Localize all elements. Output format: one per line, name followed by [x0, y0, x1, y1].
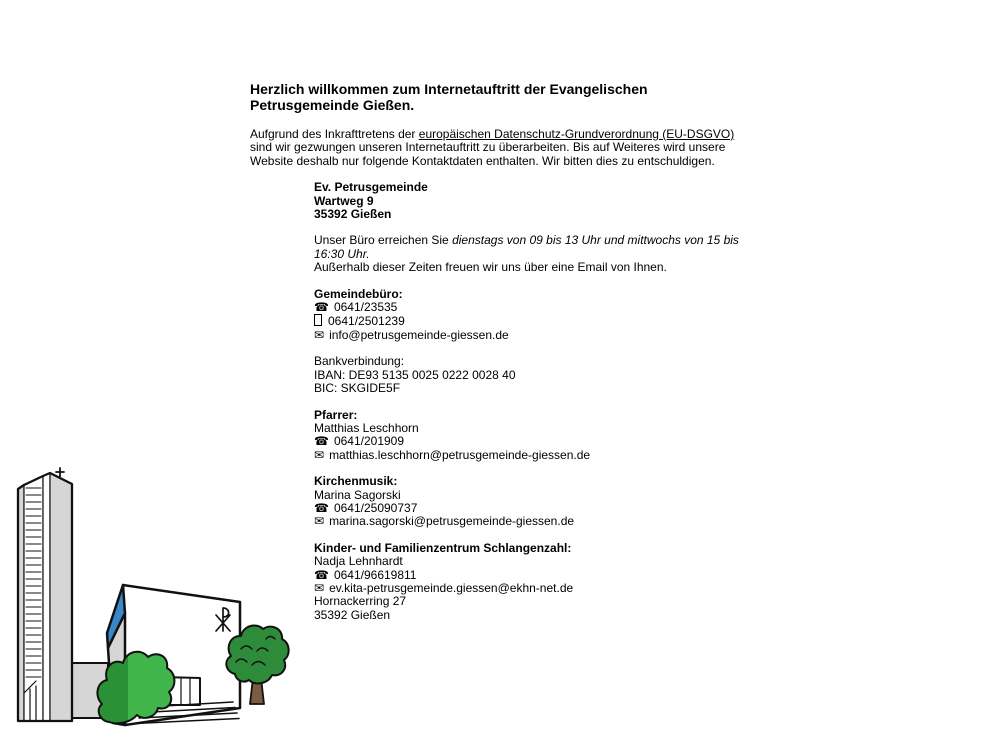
kita-name: Nadja Lehnhardt — [314, 554, 403, 569]
kita-street: Hornackerring 27 — [314, 594, 407, 609]
kita-phone-line — [314, 569, 748, 582]
kita-phone: 0641/96619811 — [333, 567, 417, 582]
kita-title: Kinder- und Familienzentrum Schlangenzahl: — [314, 540, 572, 555]
phone-icon: ☎ — [314, 434, 329, 449]
pfarrer-phone: 0641/201909 — [333, 434, 405, 449]
office-hours-note: Außerhalb dieser Zeiten freuen wir uns über eine Email von Ihnen. — [314, 260, 667, 275]
gemeindebuero-title: Gemeindebüro: — [314, 286, 403, 301]
kirchenmusik-email-line — [314, 515, 748, 528]
pfarrer-title: Pfarrer: — [314, 407, 358, 422]
phone-icon: ☎ — [314, 567, 329, 582]
kita-city: 35392 Gießen — [314, 607, 391, 622]
email-icon: ✉ — [314, 580, 325, 595]
gemeindebuero-phone-line — [314, 301, 748, 314]
kirchenmusik-phone-line — [314, 502, 748, 515]
bank-iban: IBAN: DE93 5135 0025 0222 0028 40 — [314, 367, 516, 382]
kita-block — [314, 542, 748, 622]
pfarrer-email-line — [314, 449, 748, 462]
email-icon: ✉ — [314, 447, 325, 462]
gemeindebuero-fax-line — [314, 314, 748, 328]
tower-white-strip — [43, 473, 50, 721]
kita-email-line — [314, 582, 748, 595]
tower-right-slab — [50, 473, 72, 721]
gemeindebuero-email: info@petrusgemeinde-giessen.de — [329, 327, 509, 342]
kirchenmusik-title: Kirchenmusik: — [314, 474, 398, 489]
main-content — [250, 82, 748, 635]
gemeindebuero-phone: 0641/23535 — [333, 300, 398, 315]
church-street: Wartweg 9 — [314, 193, 374, 208]
pfarrer-name: Matthias Leschhorn — [314, 420, 419, 435]
pfarrer-phone-line — [314, 435, 748, 448]
page-heading: Herzlich willkommen zum Internetauftritt der Evangelischen Petrusgemeinde Gießen. — [250, 81, 648, 113]
pfarrer-block — [314, 409, 748, 463]
email-icon: ✉ — [314, 514, 325, 529]
fax-icon — [314, 314, 322, 326]
office-hours-block — [314, 234, 748, 274]
church-city: 35392 Gießen — [314, 207, 392, 222]
office-hours-prefix: Unser Büro erreichen Sie — [314, 233, 453, 248]
gemeindebuero-block — [314, 288, 748, 343]
church-bell-tower — [18, 468, 72, 721]
pfarrer-email: matthias.leschhorn@petrusgemeinde-giessen.de — [329, 447, 591, 462]
bank-block — [314, 355, 748, 395]
office-hours-times: dienstags von 09 bis 13 Uhr und mittwochs von 15 bis 16:30 Uhr. — [314, 233, 739, 261]
phone-icon: ☎ — [314, 300, 329, 315]
kirchenmusik-phone: 0641/25090737 — [333, 500, 418, 515]
gemeindebuero-fax: 0641/2501239 — [328, 314, 405, 329]
bank-title: Bankverbindung: — [314, 354, 405, 369]
kita-email: ev.kita-petrusgemeinde.giessen@ekhn-net.de — [329, 580, 574, 595]
church-illustration — [5, 458, 295, 738]
intro-paragraph — [250, 128, 748, 168]
kirchenmusik-email: marina.sagorski@petrusgemeinde-giessen.de — [329, 514, 575, 529]
bank-bic: BIC: SKGIDE5F — [314, 381, 401, 396]
gemeindebuero-email-line — [314, 329, 748, 342]
dsgvo-link[interactable]: europäischen Datenschutz-Grundverordnung (EU-DSGVO) — [418, 127, 735, 141]
intro-text-after: sind wir gezwungen unseren Internetauftritt zu überarbeiten. Bis auf Weiteres wird unsere Website deshalb nur folgende Kontaktdaten enthalten. Wir bitten dies zu entschuldigen. — [250, 140, 726, 168]
phone-icon: ☎ — [314, 500, 329, 515]
kirchenmusik-block — [314, 475, 748, 529]
church-name: Ev. Petrusgemeinde — [314, 180, 428, 195]
church-address-block — [314, 181, 748, 221]
email-icon: ✉ — [314, 327, 325, 342]
contact-details — [314, 181, 748, 622]
kirchenmusik-name: Marina Sagorski — [314, 487, 401, 502]
intro-text-before: Aufgrund des Inkrafttretens der — [250, 127, 419, 141]
